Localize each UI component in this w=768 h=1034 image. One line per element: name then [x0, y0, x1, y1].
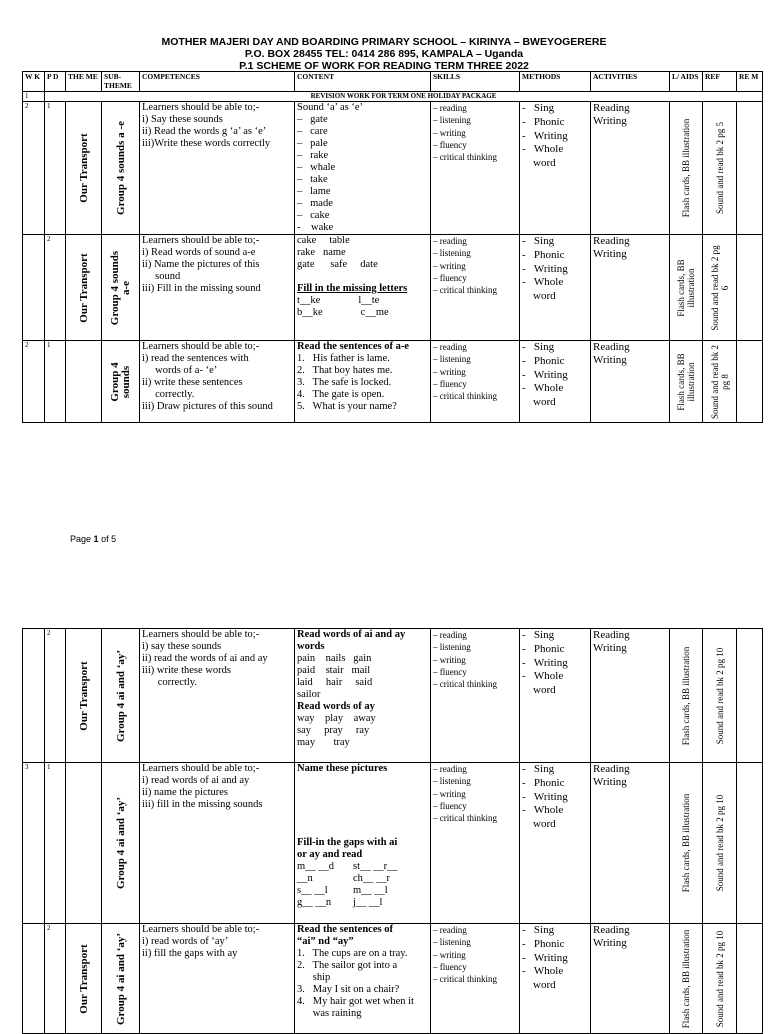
table-row	[23, 341, 763, 423]
theme-text: Our Transport	[77, 133, 90, 203]
subtheme-text: Group 4 sounds a -e	[114, 121, 127, 215]
theme-cell	[66, 341, 102, 423]
methods-cell: - Sing - Phonic - Writing - Whole word	[520, 763, 591, 924]
col-theme: THE ME	[66, 72, 102, 92]
theme-cell	[66, 763, 102, 924]
col-methods: METHODS	[520, 72, 591, 92]
ref-cell: Sound and read bk 2 pg 5	[703, 102, 737, 235]
content-heading: Read the sentences of a-e	[297, 341, 409, 352]
aids-cell: Flash cards, BB illustration	[670, 629, 703, 763]
table-row	[23, 763, 763, 924]
school-address: P.O. BOX 28455 TEL: 0414 286 895, KAMPALA – Uganda	[244, 48, 524, 60]
content-heading: Fill in the missing letters	[297, 283, 408, 294]
banner-week: 1	[23, 92, 45, 102]
content-title: Sound ‘a’ as ‘e’	[297, 102, 363, 113]
col-aids: L/ AIDS	[670, 72, 703, 92]
remarks-cell	[737, 341, 763, 423]
col-pd: P D	[45, 72, 66, 92]
ref-cell: Sound and read bk 2 pg 8	[703, 341, 737, 423]
competences-cell: Learners should be able to;- i) read words of ‘ay’ ii) fill the gaps with ay	[140, 924, 295, 1034]
theme-cell: Our Transport	[66, 235, 102, 341]
activities-cell: Reading Writing	[591, 924, 670, 1034]
aids-cell: Flash cards, BB illustration	[670, 102, 703, 235]
competences-cell: Learners should be able to;- i) Say these sounds ii) Read the words g ‘a’ as ‘e’ iii)Write these words correctly	[140, 102, 295, 235]
content-cell: Sound ‘a’ as ‘e’ – gate – care – pale – rake – whale – take – lame – made – cake - wake	[295, 102, 431, 235]
scheme-table-page-1	[22, 71, 763, 423]
aids-cell: Flash cards, BB illustration	[670, 924, 703, 1034]
period-cell: 2	[45, 629, 66, 763]
competences-cell: Learners should be able to;- i) read words of ai and ay ii) name the pictures iii) fill in the missing sounds	[140, 763, 295, 924]
scheme-title: P.1 SCHEME OF WORK FOR READING TERM THREE 2022	[239, 60, 529, 72]
subtheme-cell	[102, 102, 140, 235]
theme-cell: Our Transport	[66, 924, 102, 1034]
remarks-cell	[737, 629, 763, 763]
week-cell: 3	[23, 763, 45, 924]
col-subtheme: SUB-THEME	[102, 72, 140, 92]
banner-text: REVISION WORK FOR TERM ONE HOLIDAY PACKAGE	[45, 92, 763, 102]
competences-cell: Learners should be able to;- i) read the sentences with words of a- ‘e’ ii) write these sentences correctly. iii) Draw pictures of this sound	[140, 341, 295, 423]
remarks-cell	[737, 235, 763, 341]
aids-cell: Flash cards, BB illustration	[670, 235, 703, 341]
page-number: Page 1 of 5	[70, 534, 117, 544]
week-cell	[23, 235, 45, 341]
activities-cell: Reading Writing	[591, 235, 670, 341]
table-row	[23, 102, 763, 235]
period-cell: 1	[45, 341, 66, 423]
skills-cell: – reading – listening – writing – fluency – critical thinking	[431, 924, 520, 1034]
banner-row	[23, 92, 763, 102]
methods-cell: - Sing - Phonic - Writing - Whole word	[520, 235, 591, 341]
remarks-cell	[737, 763, 763, 924]
content-cell: Name these pictures Fill-in the gaps with ai or ay and read m__ __d st__ __r__ __n ch__ __r s__ __l m__ __l g__ __n j__ __l	[295, 763, 431, 924]
col-content: CONTENT	[295, 72, 431, 92]
subtheme-cell: Group 4 ai and ‘ay’	[102, 763, 140, 924]
week-cell: 2	[23, 341, 45, 423]
activities-cell: Reading Writing	[591, 341, 670, 423]
col-wk: W K	[23, 72, 45, 92]
week-cell	[23, 924, 45, 1034]
methods-cell: - Sing - Phonic - Writing - Whole word	[520, 102, 591, 235]
ref-cell: Sound and read bk 2 pg 6	[703, 235, 737, 341]
skills-cell: – reading – listening – writing – fluency – critical thinking	[431, 341, 520, 423]
subtheme-cell: Group 4 ai and ‘ay’	[102, 629, 140, 763]
subtheme-cell: Group 4 sounds a-e	[102, 235, 140, 341]
table-row	[23, 235, 763, 341]
table-row	[23, 924, 763, 1034]
school-name: MOTHER MAJERI DAY AND BOARDING PRIMARY SCHOOL – KIRINYA – BWEYOGERERE	[161, 36, 607, 48]
col-rem: RE M	[737, 72, 763, 92]
skills-cell: – reading – listening – writing – fluency – critical thinking	[431, 235, 520, 341]
col-ref: REF	[703, 72, 737, 92]
skills-cell: – reading – listening – writing – fluency – critical thinking	[431, 629, 520, 763]
content-cell: cake table rake name gate safe date Fill in the missing letters t__ke l__te b__ke c__me	[295, 235, 431, 341]
activities-cell: Reading Writing	[591, 102, 670, 235]
ref-cell: Sound and read bk 2 pg 10	[703, 763, 737, 924]
activities-cell: Reading Writing	[591, 629, 670, 763]
methods-cell: - Sing - Phonic - Writing - Whole word	[520, 629, 591, 763]
methods-cell: - Sing - Phonic - Writing - Whole word	[520, 924, 591, 1034]
week-cell: 2	[23, 102, 45, 235]
col-activities: ACTIVITIES	[591, 72, 670, 92]
activities-cell: Reading Writing	[591, 763, 670, 924]
scheme-table-page-2	[22, 628, 763, 1034]
period-cell: 1	[45, 763, 66, 924]
period-cell: 2	[45, 924, 66, 1034]
content-cell: Read the sentences of “ai” nd “ay” 1. The cups are on a tray. 2. The sailor got into a ship 3. May I sit on a chair? 4. My hair got wet when it was raining	[295, 924, 431, 1034]
theme-cell: Our Transport	[66, 629, 102, 763]
competences-cell: Learners should be able to;- i) say these sounds ii) read the words of ai and ay iii) write these words correctly.	[140, 629, 295, 763]
competences-cell: Learners should be able to;- i) Read words of sound a-e ii) Name the pictures of this sound iii) Fill in the missing sound	[140, 235, 295, 341]
period-cell: 2	[45, 235, 66, 341]
week-cell	[23, 629, 45, 763]
table-header-row	[23, 72, 763, 92]
methods-cell: - Sing - Phonic - Writing - Whole word	[520, 341, 591, 423]
col-competences: COMPETENCES	[140, 72, 295, 92]
skills-cell: – reading – listening – writing – fluency – critical thinking	[431, 102, 520, 235]
period-cell: 1	[45, 102, 66, 235]
table-row	[23, 629, 763, 763]
remarks-cell	[737, 924, 763, 1034]
ref-cell: Sound and read bk 2 pg 10	[703, 924, 737, 1034]
aids-cell: Flash cards, BB illustration	[670, 763, 703, 924]
col-skills: SKILLS	[431, 72, 520, 92]
remarks-cell	[737, 102, 763, 235]
subtheme-cell: Group 4 sounds	[102, 341, 140, 423]
subtheme-cell: Group 4 ai and ‘ay’	[102, 924, 140, 1034]
aids-cell: Flash cards, BB illustration	[670, 341, 703, 423]
skills-cell: – reading – listening – writing – fluency – critical thinking	[431, 763, 520, 924]
ref-cell: Sound and read bk 2 pg 10	[703, 629, 737, 763]
content-cell: Read the sentences of a-e 1. His father is lame. 2. That boy hates me. 3. The safe is locked. 4. The gate is open. 5. What is your name?	[295, 341, 431, 423]
content-cell: Read words of ai and ay words pain nails gain paid stair mail laid hair said sailor Read words of ay way play away say pray ray may tray	[295, 629, 431, 763]
theme-cell	[66, 102, 102, 235]
